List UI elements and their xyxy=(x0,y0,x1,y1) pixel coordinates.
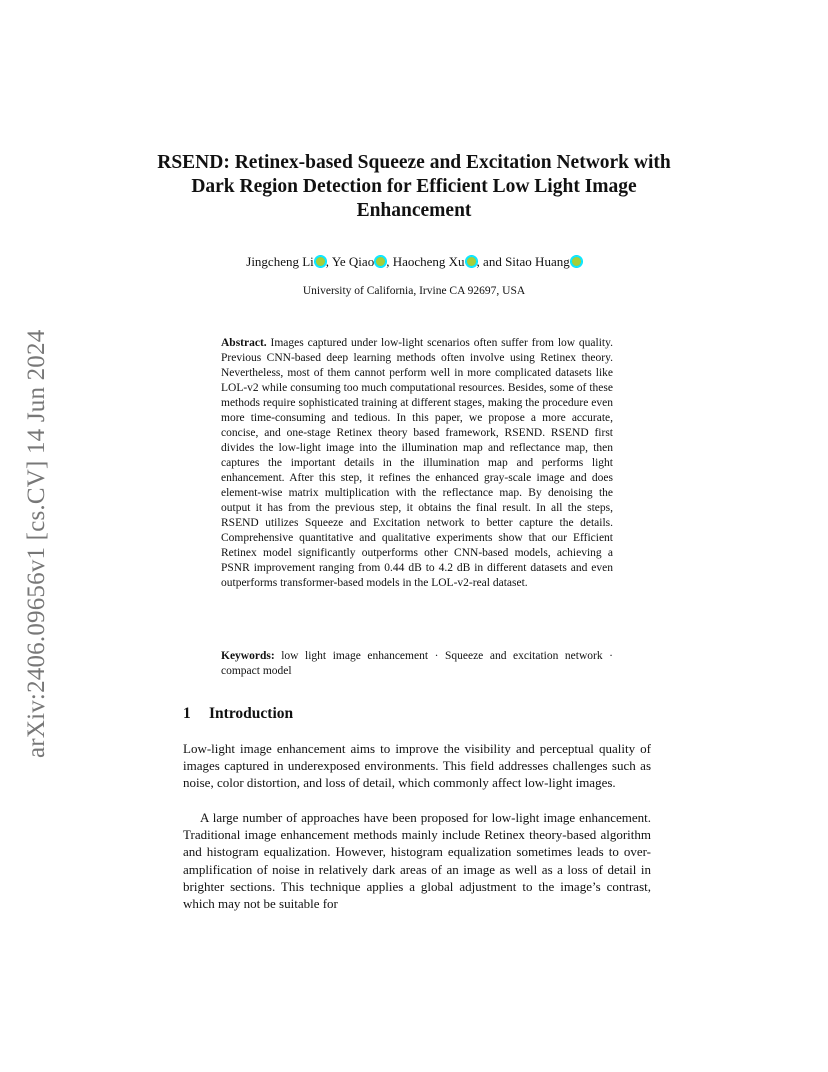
body-paragraph: Low-light image enhancement aims to improve the visibility and perceptual quality of images captured in underexposed environments. This field addresses challenges such as noise, color distortion, and loss of detail, which commonly affect low-light images. xyxy=(183,741,651,791)
arxiv-identifier: arXiv:2406.09656v1 [cs.CV] 14 Jun 2024 xyxy=(23,329,50,758)
section-title: Introduction xyxy=(209,705,294,722)
keywords-label: Keywords: xyxy=(221,650,275,662)
section-heading xyxy=(183,705,293,723)
orcid-icon[interactable] xyxy=(466,256,477,267)
paper-title: RSEND: Retinex-based Squeeze and Excitation Network with Dark Region Detection for Efficient Low Light Image Enhancement xyxy=(157,152,671,221)
author-separator: , xyxy=(386,254,393,269)
affiliation: University of California, Irvine CA 92697, USA xyxy=(302,285,526,297)
body-paragraph: A large number of approaches have been proposed for low-light image enhancement. Traditional image enhancement methods mainly include Retinex theory-based algorithm and histogram equalization. However, histogram equalization sometimes leads to over-amplification of noise in relatively dark areas of an image as well as a loss of detail in brighter sections. This technique applies a global adjustment to the image’s contrast, which may not be suitable for xyxy=(183,810,651,912)
orcid-icon[interactable] xyxy=(571,256,582,267)
author-separator: , and xyxy=(476,254,506,269)
author-name: Jingcheng Li xyxy=(246,254,314,269)
orcid-icon[interactable] xyxy=(315,256,326,267)
section-number: 1 xyxy=(183,705,191,722)
keywords xyxy=(221,649,613,679)
orcid-icon[interactable] xyxy=(375,256,386,267)
abstract-label: Abstract. xyxy=(221,337,267,349)
author-separator: , xyxy=(325,254,332,269)
author-name: Haocheng Xu xyxy=(392,254,465,269)
author-name: Ye Qiao xyxy=(331,254,375,269)
author-name: Sitao Huang xyxy=(505,254,570,269)
keywords-text: low light image enhancement · Squeeze and excitation network · compact model xyxy=(221,650,613,677)
author-list xyxy=(150,253,678,271)
abstract xyxy=(221,336,613,591)
abstract-text: Images captured under low-light scenarios often suffer from low quality. Previous CNN-based deep learning methods often involve using Retinex theory. Nevertheless, most of them cannot perform well in more complicated datasets like LOL-v2 while consuming too much computational resources. Besides, some of these methods require sophisticated training at different stages, making the procedure even more time-consuming and tedious. In this paper, we propose a more accurate, concise, and one-stage Retinex theory based framework, RSEND. RSEND first divides the low-light image into the illumination map and reflectance map, then captures the important details in the illumination map and performs light enhancement. After this step, it refines the enhanced gray-scale image and does element-wise matrix multiplication with the reflectance map. By denoising the output it has from the previous step, it obtains the final result. In all the steps, RSEND utilizes Squeeze and Excitation network to better capture the details. Comprehensive quantitative and qualitative experiments show that our Efficient Retinex model significantly outperforms other CNN-based models, achieving a PSNR improvement ranging from 0.44 dB to 4.2 dB in different datasets and even outperforms transformer-based models in the LOL-v2-real dataset. xyxy=(221,337,613,589)
